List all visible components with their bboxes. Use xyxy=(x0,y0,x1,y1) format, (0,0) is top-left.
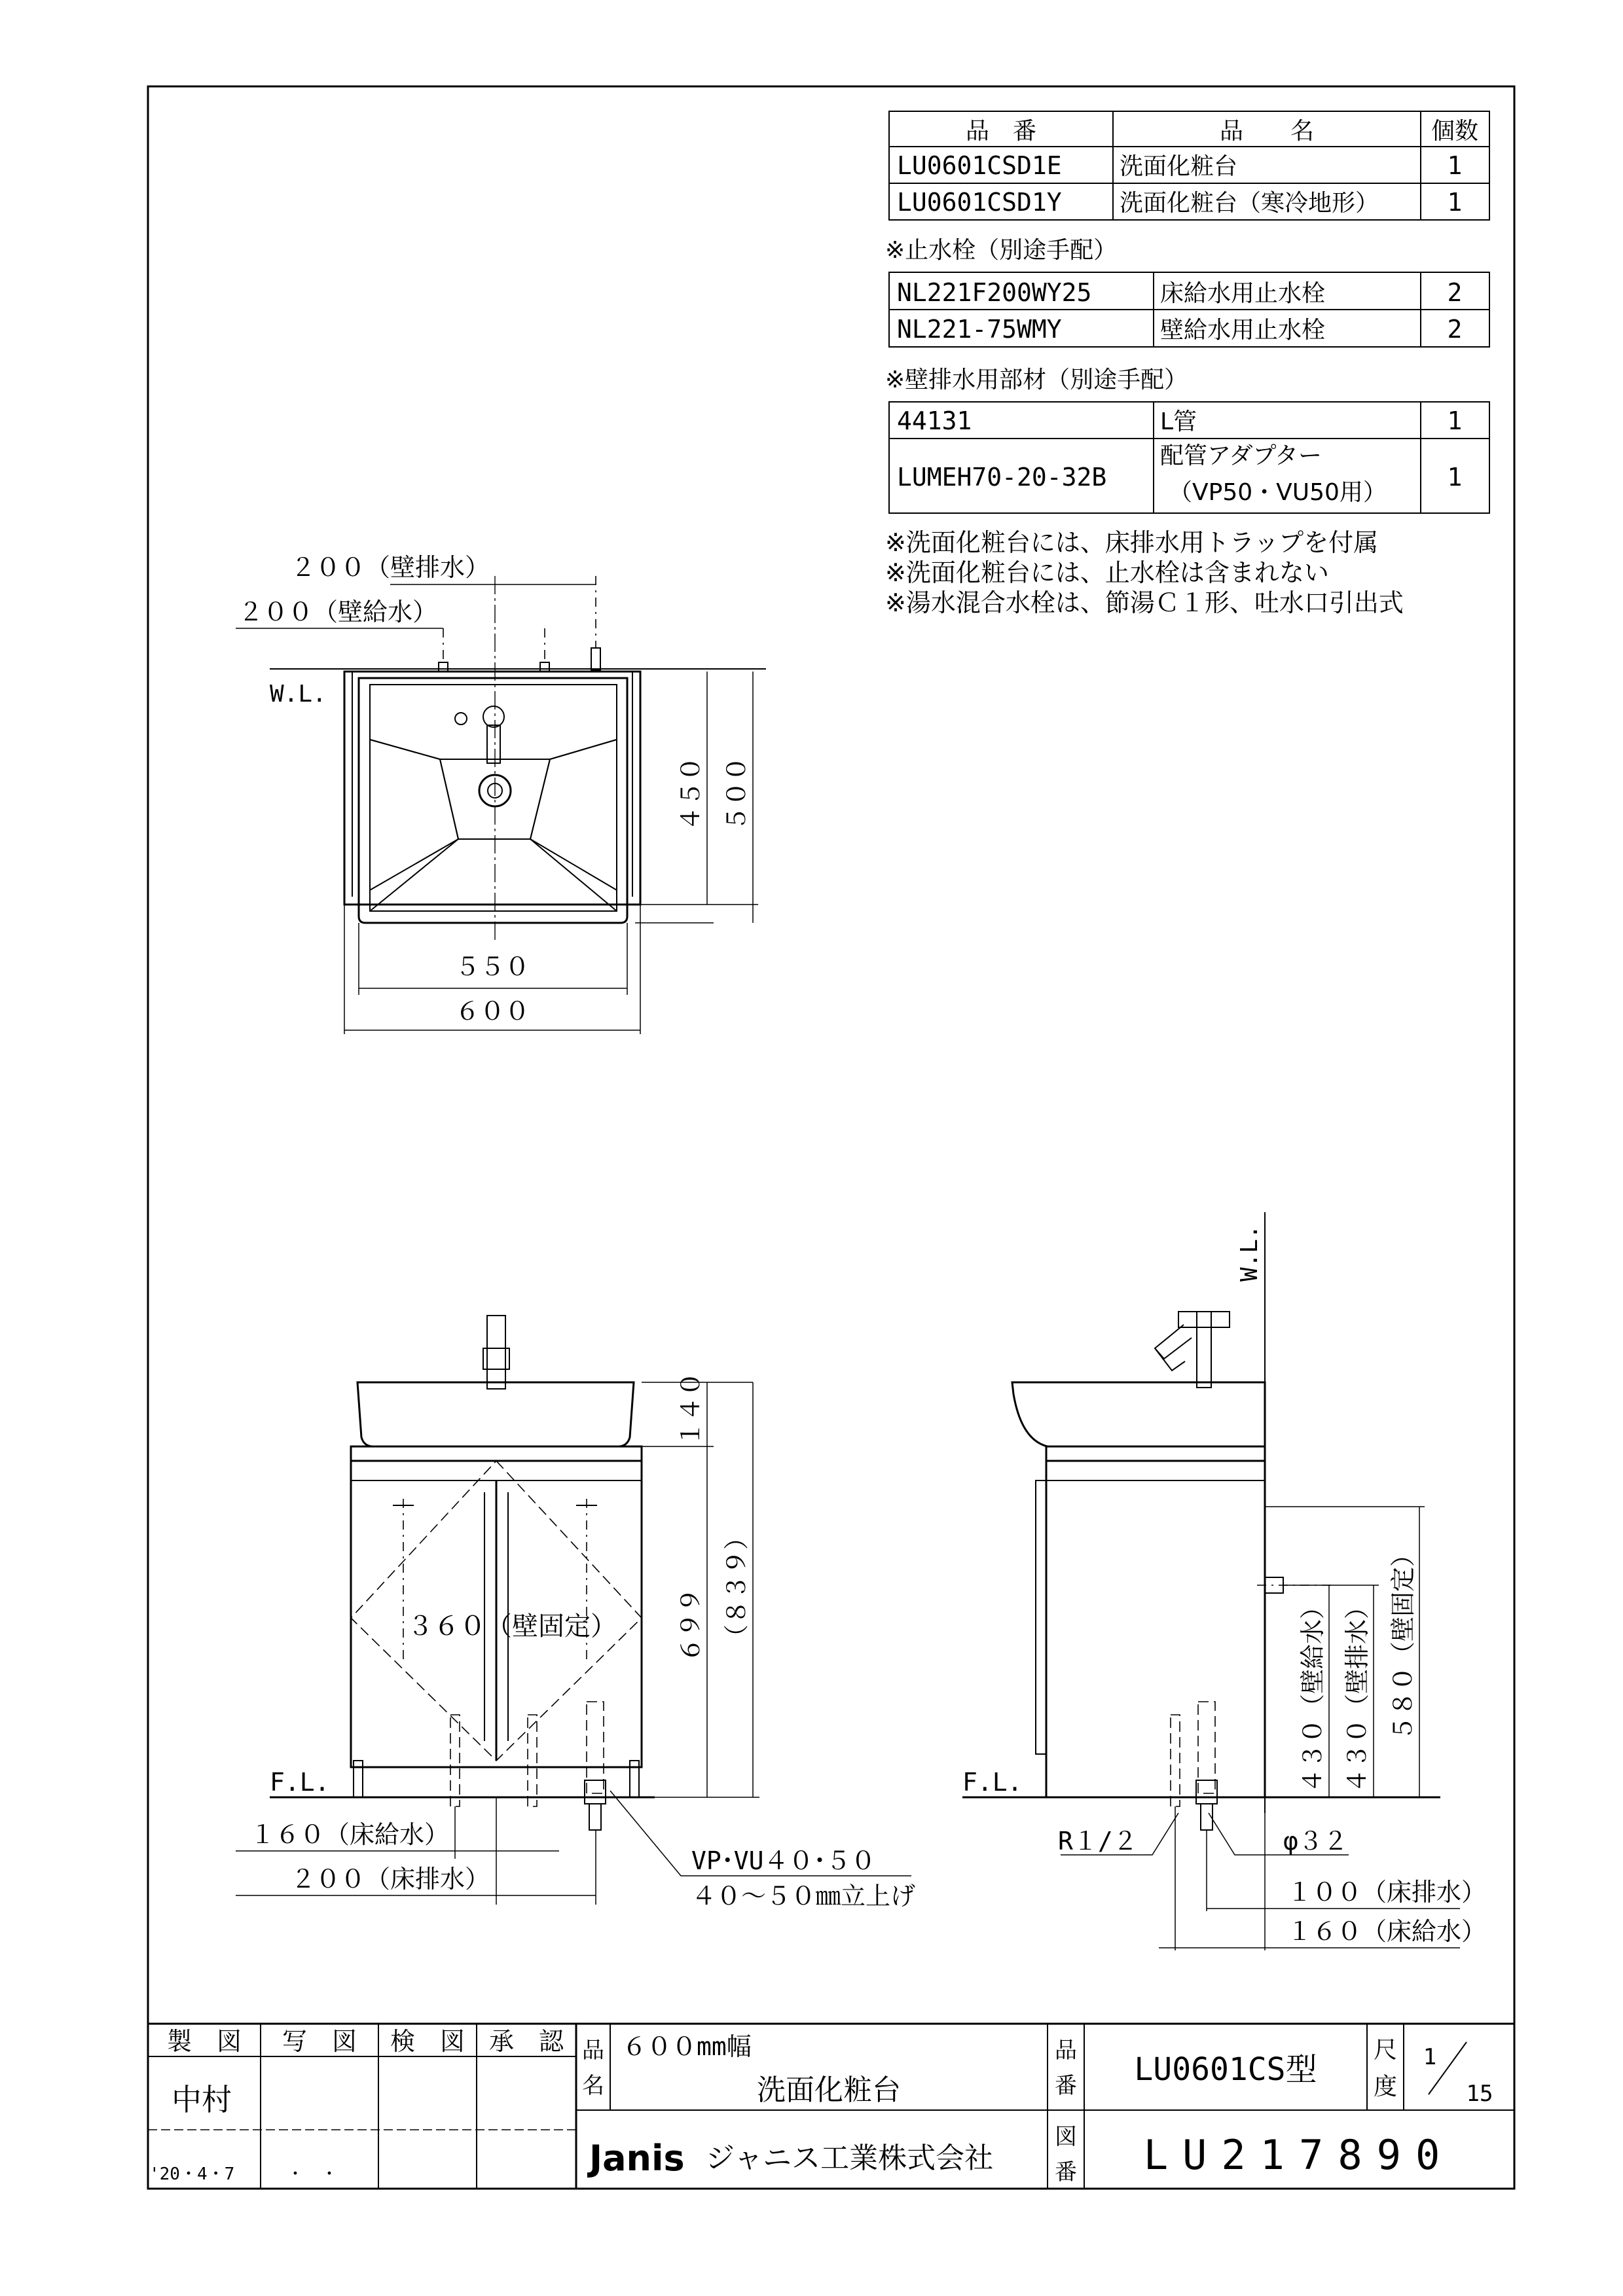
thread-size: R１/２ xyxy=(1058,1827,1138,1856)
product-name: 洗面化粧台 xyxy=(757,2073,901,2107)
row-name: 配管アダプター xyxy=(1160,442,1322,469)
pipe-diameter: φ３２ xyxy=(1283,1827,1348,1856)
row-code: 44131 xyxy=(897,406,972,435)
faucet-icon xyxy=(483,706,504,727)
drawn-by: 中村 xyxy=(172,2082,232,2117)
dim-floor-supply: １６０（床給水） xyxy=(1287,1917,1487,1946)
pipe-note: ４０～５０㎜立上げ xyxy=(691,1882,916,1910)
row-name: 床給水用止水栓 xyxy=(1160,280,1326,307)
date: '20・4・7 xyxy=(149,2164,235,2184)
note: ※洗面化粧台には、床排水用トラップを付属 xyxy=(885,528,1379,557)
row-code: NL221-75WMY xyxy=(897,315,1062,344)
row-name: 洗面化粧台（寒冷地形） xyxy=(1120,190,1379,217)
row-name: L管 xyxy=(1160,408,1197,435)
row-qty: 2 xyxy=(1447,315,1463,344)
faucet-icon xyxy=(487,1316,505,1389)
pipe-note: VP･VU４０･５０ xyxy=(691,1846,876,1875)
dim-wall-drain: ２００（壁排水） xyxy=(291,553,490,582)
valve-section-title: ※止水栓（別途手配） xyxy=(885,237,1118,264)
scale-label: 尺 xyxy=(1373,2037,1398,2064)
row-name: 壁給水用止水栓 xyxy=(1160,317,1326,344)
dim-500: ５００ xyxy=(722,756,751,831)
row-qty: 1 xyxy=(1447,151,1463,180)
copy-label: 写 図 xyxy=(282,2027,357,2056)
dim-floor-supply: １６０（床給水） xyxy=(250,1820,450,1849)
faucet-icon xyxy=(1197,1312,1211,1388)
drain-parts-table xyxy=(885,367,1489,513)
header-code: 品 番 xyxy=(965,118,1037,145)
dim-wall-supply: ２００（壁給水） xyxy=(238,598,438,626)
name-label: 名 xyxy=(582,2073,604,2099)
valve-table xyxy=(885,237,1489,347)
dim-wall-fix: ５８０（壁固定） xyxy=(1389,1541,1417,1741)
dim-550: ５５０ xyxy=(454,952,530,981)
approve-label: 承 認 xyxy=(488,2027,564,2056)
dim-450: ４５０ xyxy=(676,756,705,831)
front-view xyxy=(236,1316,915,1910)
drain-section-title: ※壁排水用部材（別途手配） xyxy=(885,367,1188,393)
floor-line-label: F.L. xyxy=(270,1768,330,1797)
row-name: 洗面化粧台 xyxy=(1120,153,1238,180)
scale-denominator: 15 xyxy=(1466,2081,1493,2107)
wall-line-label: W.L. xyxy=(270,681,327,708)
scale-numerator: 1 xyxy=(1423,2044,1437,2070)
row-qty: 1 xyxy=(1447,463,1463,492)
date-blank: ・ ・ xyxy=(287,2164,338,2184)
drawing-label: 番 xyxy=(1055,2159,1077,2185)
check-label: 検 図 xyxy=(390,2027,465,2056)
row-code: LUMEH70-20-32B xyxy=(897,463,1107,492)
dim-floor-drain: １００（床排水） xyxy=(1287,1878,1487,1907)
product-width: ６００mm幅 xyxy=(622,2032,752,2061)
row-qty: 2 xyxy=(1447,278,1463,307)
name-label: 品 xyxy=(582,2037,604,2064)
company-name: ジャニス工業株式会社 xyxy=(706,2142,994,2175)
row-qty: 1 xyxy=(1447,188,1463,217)
row-code: LU0601CSD1Y xyxy=(897,188,1062,217)
header-qty: 個数 xyxy=(1431,118,1479,145)
note: ※洗面化粧台には、止水栓は含まれない xyxy=(885,558,1329,587)
parts-table xyxy=(889,111,1489,220)
model-number: LU0601CS型 xyxy=(1134,2051,1317,2088)
drawing-number: LU217890 xyxy=(1143,2131,1455,2179)
wall-line-label: W.L. xyxy=(1236,1225,1263,1282)
note: ※湯水混合水栓は、節湯Ｃ１形、吐水口引出式 xyxy=(885,588,1404,617)
dim-699: ６９９ xyxy=(676,1587,705,1662)
header-name: 品 名 xyxy=(1219,118,1315,145)
plan-view xyxy=(236,553,766,1034)
drawn-label: 製 図 xyxy=(166,2027,242,2056)
dim-wall-drain: ４３０（壁排水） xyxy=(1343,1594,1372,1793)
title-block xyxy=(148,2024,1514,2189)
row-qty: 1 xyxy=(1447,406,1463,435)
scale-label: 度 xyxy=(1373,2073,1398,2100)
drawing-label: 図 xyxy=(1055,2124,1077,2150)
row-name: （VP50・VU50用） xyxy=(1169,479,1387,506)
dim-839: （８３９） xyxy=(722,1524,751,1649)
row-code: NL221F200WY25 xyxy=(897,278,1092,307)
dim-wall-supply: ４３０（壁給水） xyxy=(1298,1594,1327,1793)
side-view xyxy=(962,1212,1486,1950)
part-label: 品 xyxy=(1055,2037,1077,2064)
floor-line-label: F.L. xyxy=(962,1768,1023,1797)
dim-floor-drain: ２００（床排水） xyxy=(291,1865,490,1893)
part-label: 番 xyxy=(1055,2073,1077,2099)
wall-fix-label: ３６０（壁固定） xyxy=(407,1611,617,1641)
dim-600: ６００ xyxy=(454,997,530,1026)
dim-140: １４０ xyxy=(676,1371,705,1446)
row-code: LU0601CSD1E xyxy=(897,151,1062,180)
notes xyxy=(885,528,1404,617)
company-logo: Janis xyxy=(589,2138,685,2179)
